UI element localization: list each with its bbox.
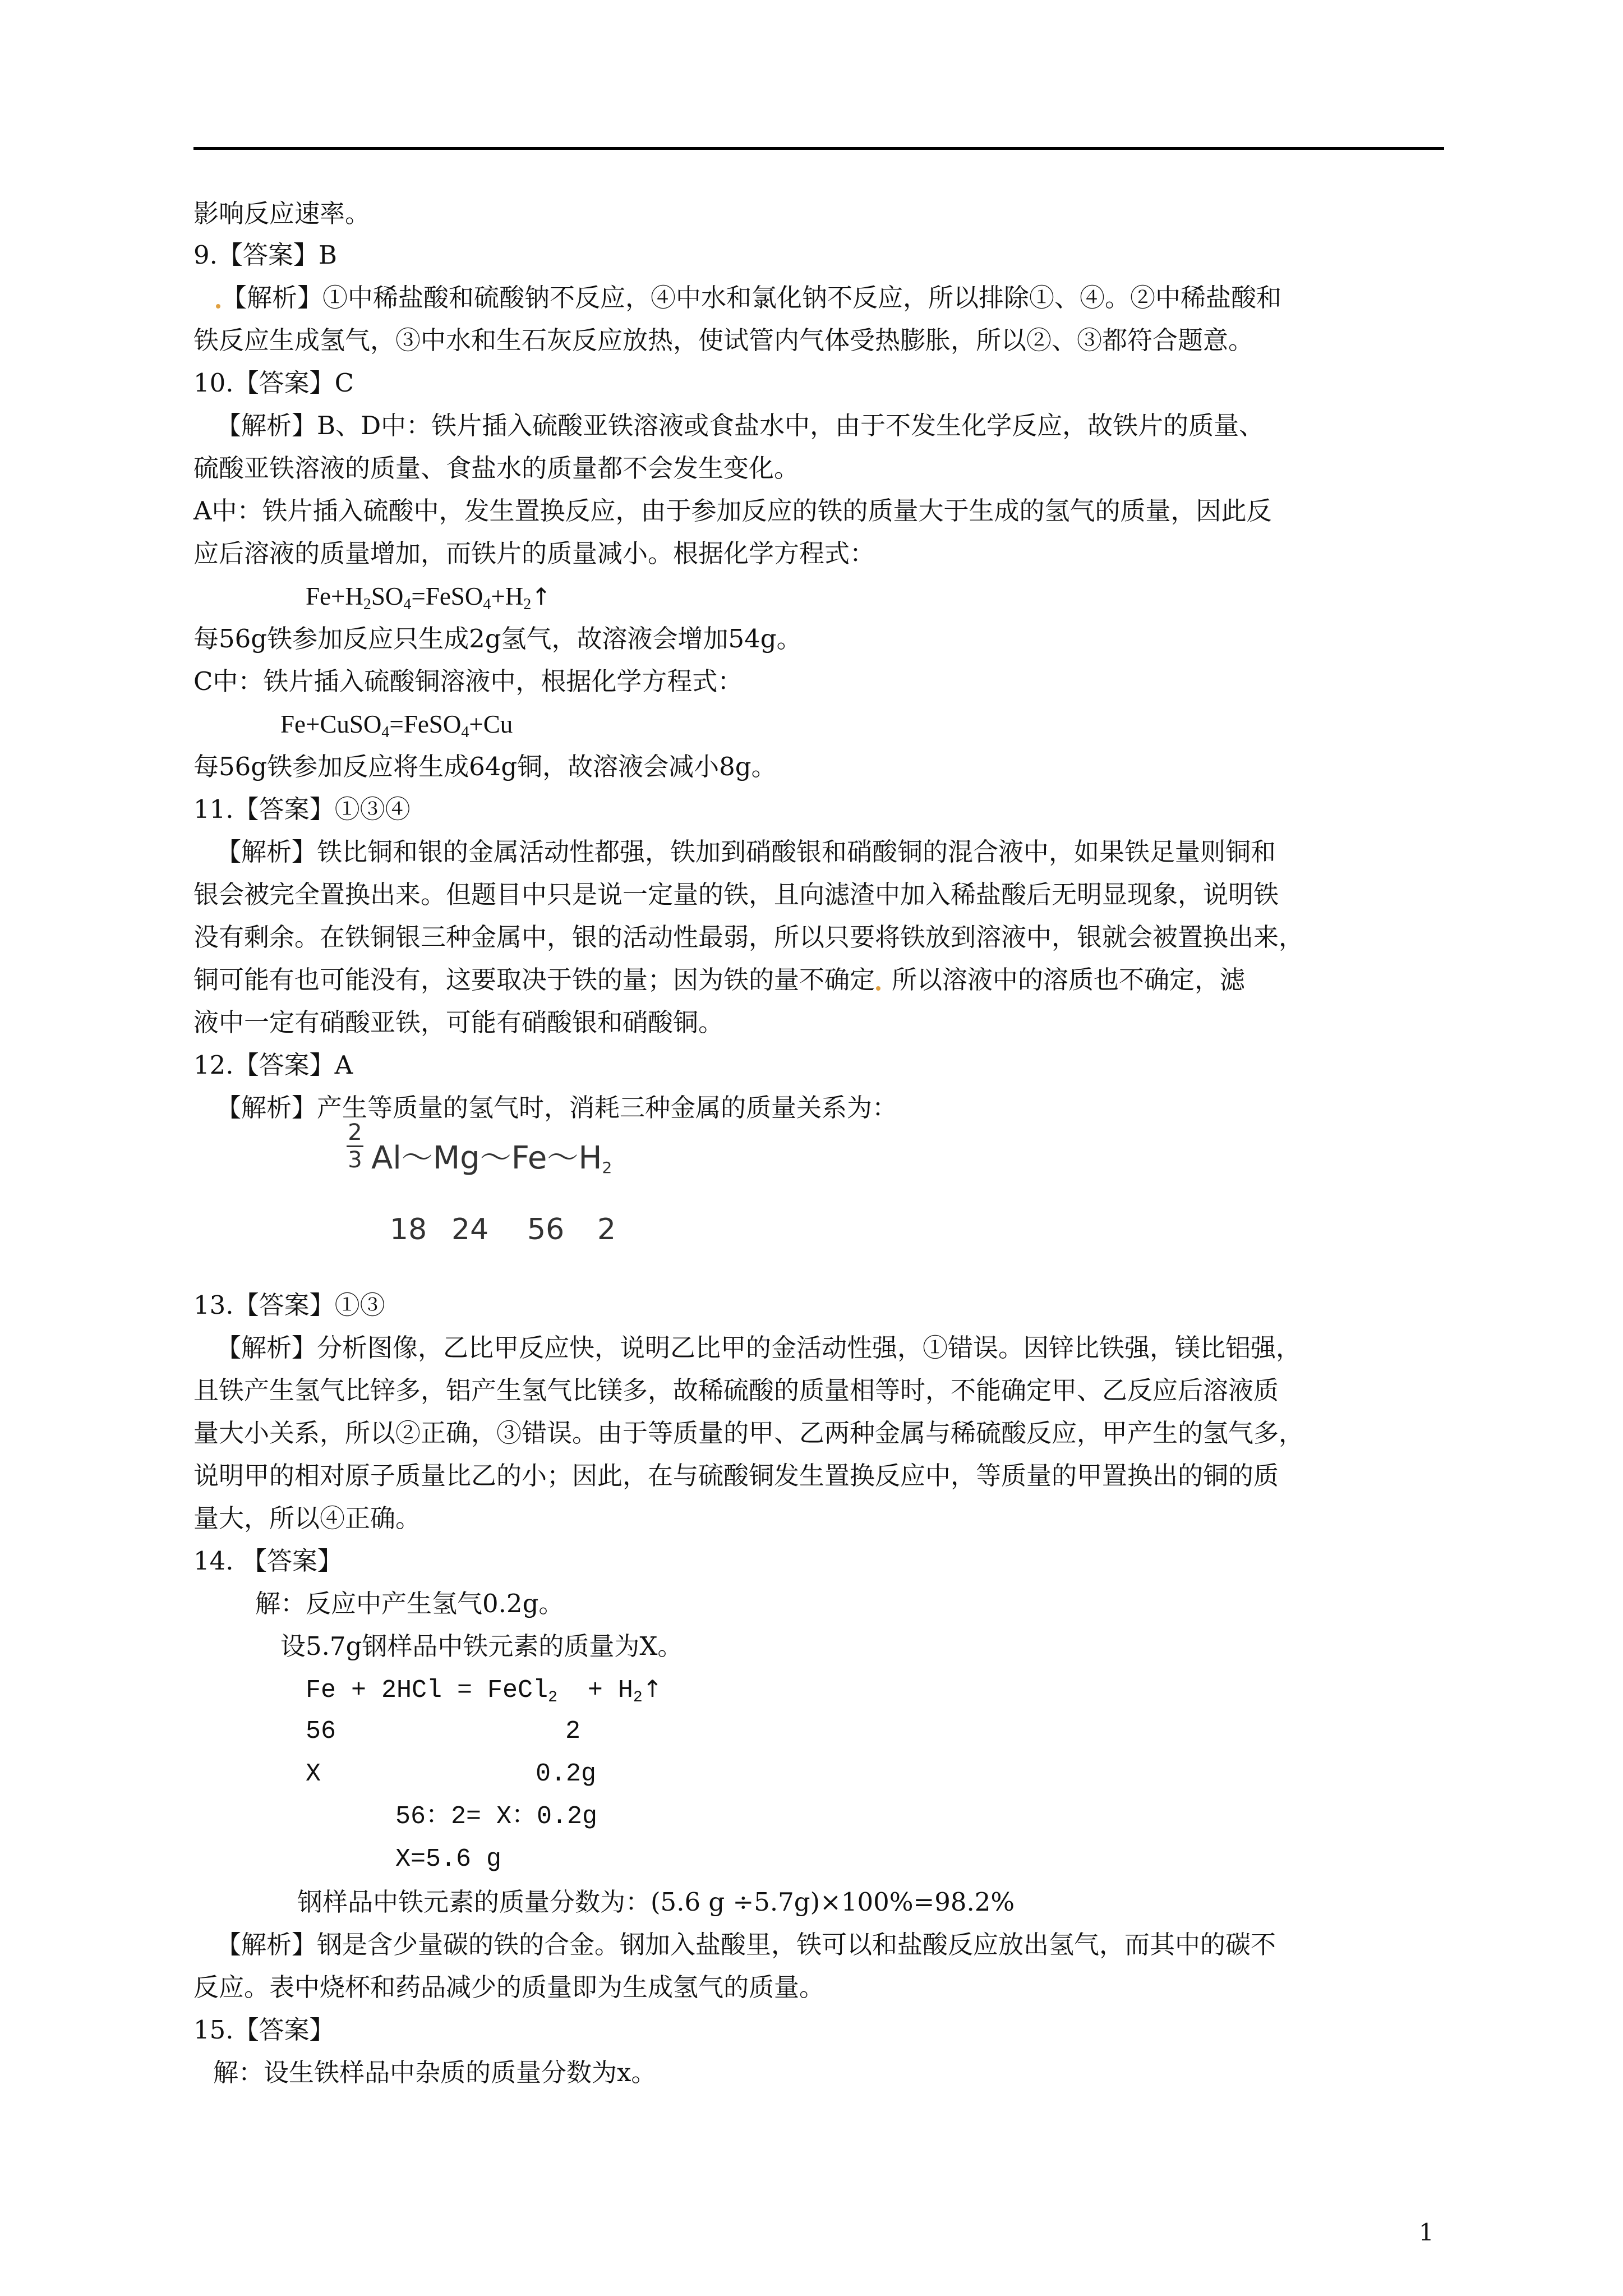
explanation-10-line1: 【解析】B、D中：铁片插入硫酸亚铁溶液或食盐水中，由于不发生化学反应，故铁片的质量、: [216, 411, 1265, 440]
marker-dot: [876, 986, 880, 991]
solution-14-step1: 解：反应中产生氢气0.2g。: [255, 1589, 564, 1618]
explanation-9-line1: 【解析】①中稀盐酸和硫酸钠不反应，④中水和氯化钠不反应，所以排除①、④。②中稀盐酸和: [216, 280, 1281, 315]
answer-9: 9.【答案】B: [193, 240, 338, 270]
fraction-two-thirds: 2 3: [347, 1121, 363, 1172]
answer-11: 11.【答案】①③④: [193, 794, 411, 824]
solution-14-mass-fe: 56: [306, 1717, 336, 1746]
solution-14-result: 钢样品中铁元素的质量分数为：(5.6 g ÷5.7g)×100%=98.2%: [297, 1887, 1015, 1917]
page-number: 1: [1419, 2219, 1434, 2246]
explanation-10-c1: C中：铁片插入硫酸铜溶液中，根据化学方程式：: [193, 666, 743, 696]
answer-14: 14. 【答案】: [193, 1546, 343, 1576]
equation-fe-h2so4: $Fe+H_2SO_4=FeSO_4+H_2↑$: [306, 582, 551, 613]
answer-13: 13.【答案】①③: [193, 1290, 385, 1320]
explanation-11-line3: 没有剩余。在铁铜银三种金属中，银的活动性最弱，所以只要将铁放到溶液中，银就会被置换出来，: [193, 922, 1304, 952]
explanation-10-a2: 应后溶液的质量增加，而铁片的质量减小。根据化学方程式：: [193, 539, 875, 568]
explanation-14-line2: 反应。表中烧杯和药品减少的质量即为生成氢气的质量。: [193, 1972, 825, 2002]
solution-14-proportion: 56：2= X：0.2g: [395, 1802, 598, 1831]
solution-14-mass-h2: 2: [565, 1717, 581, 1746]
solution-14-step2: 设5.7g钢样品中铁元素的质量为X。: [280, 1631, 683, 1661]
explanation-13-line4: 说明甲的相对原子质量比乙的小；因此，在与硫酸铜发生置换反应中，等质量的甲置换出的铜的质: [193, 1461, 1279, 1490]
explanation-13-line5: 量大，所以④正确。: [193, 1503, 421, 1533]
solution-14-unknown-x: X: [306, 1760, 321, 1788]
explanation-13-line3: 量大小关系，所以②正确，③错误。由于等质量的甲、乙两种金属与稀硫酸反应，甲产生的氢气多，: [193, 1418, 1304, 1448]
answer-10: 10.【答案】C: [193, 368, 354, 398]
explanation-13-line2: 且铁产生氢气比锌多，铝产生氢气比镁多，故稀硫酸的质量相等时，不能确定甲、乙反应后溶液质: [193, 1375, 1279, 1405]
answer-12: 12.【答案】A: [193, 1050, 353, 1080]
mass-relation-figure: [336, 1116, 651, 1262]
up-arrow-icon: ↑: [642, 1675, 662, 1703]
explanation-13-line1: 【解析】分析图像，乙比甲反应快，说明乙比甲的金活动性强，①错误。因锌比铁强，镁比铝强，: [216, 1333, 1302, 1363]
relation-formula: $Al\sim Mg\sim Fe\sim H_2$: [371, 1140, 612, 1177]
relation-value-mg: 24: [451, 1213, 489, 1246]
explanation-11-line1: 【解析】铁比铜和银的金属活动性都强，铁加到硝酸银和硝酸铜的混合液中，如果铁足量则铜和: [216, 837, 1276, 867]
explanation-10-a4: 每56g铁参加反应只生成2g氢气，故溶液会增加54g。: [193, 624, 802, 654]
explanation-11-line4: 铜可能有也可能没有，这要取决于铁的量；因为铁的量不确定 所以溶液中的溶质也不确定，滤: [193, 965, 1246, 995]
marker-dot: [216, 304, 220, 309]
equation-fe-hcl: Fe + 2HCl = FeCl$_2$ + $H_2↑$: [306, 1675, 662, 1706]
explanation-11-line2: 银会被完全置换出来。但题目中只是说一定量的铁，且向滤渣中加入稀盐酸后无明显现象，说明铁: [193, 880, 1279, 909]
relation-value-al: 18: [390, 1213, 427, 1246]
header-rule: [193, 147, 1444, 150]
explanation-10-c3: 每56g铁参加反应将生成64g铜，故溶液会减小8g。: [193, 752, 777, 781]
explanation-9-line2: 铁反应生成氢气，③中水和生石灰反应放热，使试管内气体受热膨胀，所以②、③都符合题意。: [193, 325, 1254, 355]
explanation-10-line2: 硫酸亚铁溶液的质量、食盐水的质量都不会发生变化。: [193, 453, 800, 483]
solution-14-x-value: X=5.6 g: [395, 1845, 502, 1874]
relation-value-h2: 2: [597, 1213, 616, 1246]
answer-15: 15.【答案】: [193, 2015, 335, 2045]
text-line: 影响反应速率。: [193, 199, 371, 228]
solution-14-h2-value: 0.2g: [536, 1760, 597, 1788]
relation-value-fe: 56: [527, 1213, 565, 1246]
explanation-10-a1: A中：铁片插入硫酸中，发生置换反应，由于参加反应的铁的质量大于生成的氢气的质量，因此反: [193, 496, 1272, 526]
explanation-11-line5: 液中一定有硝酸亚铁，可能有硝酸银和硝酸铜。: [193, 1007, 724, 1037]
solution-15-step1: 解：设生铁样品中杂质的质量分数为x。: [213, 2058, 657, 2087]
up-arrow-icon: ↑: [531, 583, 551, 610]
explanation-12: 【解析】产生等质量的氢气时，消耗三种金属的质量关系为：: [216, 1093, 898, 1122]
explanation-14-line1: 【解析】钢是含少量碳的铁的合金。钢加入盐酸里，铁可以和盐酸反应放出氢气，而其中的碳不: [216, 1930, 1276, 1959]
equation-fe-cuso4: Fe+CuSO$_4$=FeSO$_4$+Cu: [280, 710, 513, 741]
